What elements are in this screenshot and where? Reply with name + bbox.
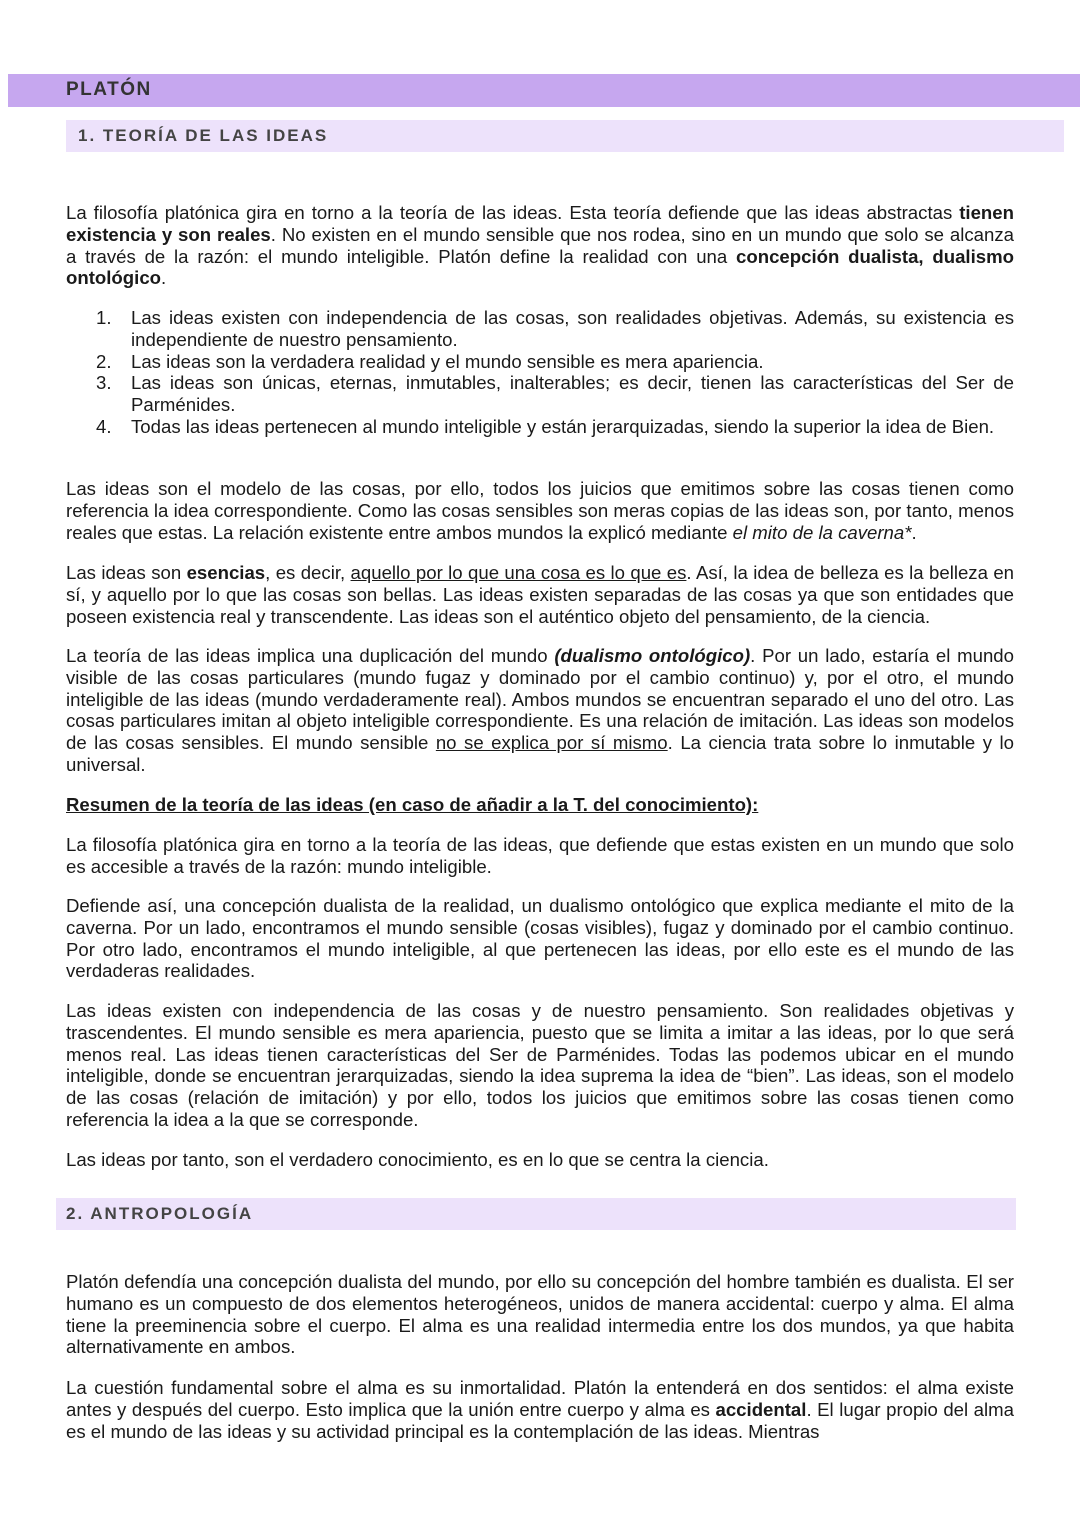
paragraph-duplication	[66, 645, 1014, 776]
summary-paragraph-1: La filosofía platónica gira en torno a la teoría de las ideas, que defiende que estas existen en un mundo que solo es accesible a través de la razón: mundo inteligible.	[66, 834, 1014, 877]
bold-run: concepción dualista, dualismo ontológico	[66, 245, 1014, 289]
list-item	[90, 307, 1014, 351]
section-1-heading: 1. TEORÍA DE LAS IDEAS	[78, 126, 329, 145]
page-title: PLATÓN	[66, 79, 152, 100]
intro-paragraph	[66, 202, 1014, 289]
summary-heading	[66, 794, 1014, 816]
summary-heading-text: Resumen de la teoría de las ideas (en caso de añadir a la T. del conocimiento):	[66, 794, 759, 815]
underlined-run: no se explica por sí mismo	[435, 732, 668, 754]
list-item	[90, 351, 1014, 373]
section-2-heading: 2. ANTROPOLOGÍA	[66, 1204, 254, 1223]
summary-paragraph-2: Defiende así, una concepción dualista de la realidad, un dualismo ontológico que explica mediante el mito de la caverna. Por un lado, encontramos el mundo sensible (cosas visibles), fugaz y dominado por el cambio continuo. Por otro lado, encontramos el mundo inteligible, al que pertenecen las ideas, por ello este es el mundo de las verdaderas realidades.	[66, 895, 1014, 982]
list-item	[90, 372, 1014, 416]
list-number: 2.	[96, 350, 112, 372]
title-bar	[8, 74, 1080, 107]
bold-run: esencias	[186, 562, 266, 583]
text-run: La filosofía platónica gira en torno a la teoría de las ideas. Esta teoría defiende que las ideas abstractas	[66, 202, 960, 223]
text-run: La cuestión fundamental sobre el alma es su inmortalidad. Platón la entenderá en dos sentidos: el alma existe antes y después del cuerpo. Esto implica que la unión entre cuerpo y alma es	[66, 1377, 1014, 1420]
section-1-heading-bar	[66, 120, 1064, 152]
text-run: . Por un lado, estaría el mundo visible de las cosas particulares (mundo fugaz y dominado por el cambio continuo) y, por el otro, el mundo inteligible de las ideas (mundo verdaderamente real). Ambos mundos se encuentran separado el uno del otro. Las cosas particulares imitan al objeto inteligible correspondiente. Es una relación de imitación. Las ideas son modelos de las cosas sensibles. El mundo sensible	[66, 645, 1014, 754]
list-text: Todas las ideas pertenecen al mundo inteligible y están jerarquizadas, siendo la superior la idea de Bien.	[131, 415, 995, 437]
bold-italic-run: (dualismo ontológico)	[554, 645, 751, 666]
anthropology-paragraph-1: Platón defendía una concepción dualista del mundo, por ello su concepción del hombre también es dualista. El ser humano es un compuesto de dos elementos heterogéneos, unidos de manera accidental: cuerpo y alma. El alma tiene la preeminencia sobre el cuerpo. El alma es una realidad intermedia entre los dos mundos, ya que habita alternativamente en ambos.	[66, 1271, 1014, 1358]
text-run: Las ideas son	[66, 562, 187, 583]
paragraph-models	[66, 478, 1014, 543]
text-run: , es decir,	[265, 562, 351, 583]
list-text: Las ideas son la verdadera realidad y el mundo sensible es mera apariencia.	[131, 350, 764, 372]
text-run: . El lugar propio del alma es el mundo de las ideas y su actividad principal es la contemplación de las ideas. Mientras	[66, 1398, 1014, 1442]
list-item	[90, 416, 1014, 438]
summary-paragraph-4: Las ideas por tanto, son el verdadero conocimiento, es en lo que se centra la ciencia.	[66, 1149, 769, 1170]
list-text: Las ideas existen con independencia de las cosas, son realidades objetivas. Además, su existencia es independiente de nuestro pensamiento.	[131, 307, 1014, 350]
summary-paragraph-3: Las ideas existen con independencia de las cosas y de nuestro pensamiento. Son realidades objetivas y trascendentes. El mundo sensible es mera apariencia, puesto que se limita a imitar a las ideas, por lo que será menos real. Las ideas tienen características del Ser de Parménides. Todas las podemos ubicar en el mundo inteligible, donde se encuentran jerarquizadas, siendo la idea suprema la idea de “bien”. Las ideas, son el modelo de las cosas (relación de imitación) y por ello, todos los juicios que emitimos sobre las cosas tienen como referencia la idea a la que se corresponde.	[66, 1000, 1014, 1130]
list-text: Las ideas son únicas, eternas, inmutables, inalterables; es decir, tienen las características del Ser de Parménides.	[131, 372, 1014, 416]
list-number: 1.	[96, 307, 112, 328]
anthropology-paragraph-2	[66, 1377, 1014, 1442]
text-run: Las ideas son el modelo de las cosas, por ello, todos los juicios que emitimos sobre las cosas tienen como referencia la idea correspondiente. Como las cosas sensibles son meras copias de las ideas son, por tanto, menos reales que estas. La relación existente entre ambos mundos la explicó mediante	[66, 478, 1014, 543]
ideas-list	[90, 307, 1014, 438]
bold-run: accidental	[715, 1398, 807, 1420]
bold-run: tienen existencia y son reales	[66, 202, 1014, 245]
underlined-run: aquello por lo que una cosa es lo que es	[350, 562, 687, 583]
paragraph-essences	[66, 562, 1014, 627]
text-run: . La ciencia trata sobre lo inmutable y lo universal.	[66, 732, 1014, 775]
italic-run: el mito de la caverna*	[732, 521, 912, 543]
text-run: . Así, la idea de belleza es la belleza en sí, y aquello por lo que las cosas son bellas. Las ideas existen separadas de las cosas ya que son entidades que poseen existencia real y transcendente. Las ideas son el auténtico objeto del pensamiento, de la ciencia.	[66, 562, 1014, 627]
section-2-heading-bar	[56, 1198, 1016, 1230]
text-run: .	[161, 267, 167, 289]
list-number: 3.	[96, 372, 112, 394]
list-number: 4.	[96, 415, 112, 437]
text-run: . No existen en el mundo sensible que nos rodea, sino en un mundo que solo se alcanza a través de la razón: el mundo inteligible. Platón define la realidad con una	[66, 223, 1014, 267]
text-run: La teoría de las ideas implica una duplicación del mundo	[66, 645, 555, 666]
text-run: .	[911, 521, 917, 543]
